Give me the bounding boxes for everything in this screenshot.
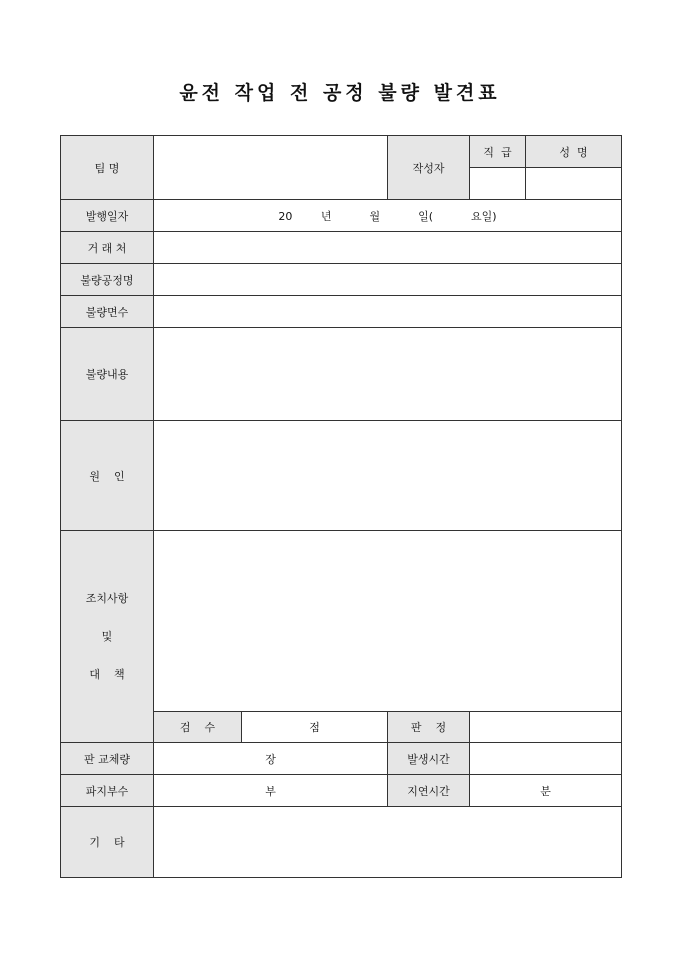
- defect-sheets-value[interactable]: [154, 296, 622, 328]
- etc-label: 기 타: [61, 807, 154, 878]
- defect-sheets-label: 불량면수: [61, 296, 154, 328]
- process-value[interactable]: [154, 264, 622, 296]
- score-label: 검 수: [154, 712, 242, 743]
- form-title: 윤전 작업 전 공정 불량 발견표: [179, 82, 501, 104]
- rank-value[interactable]: [470, 168, 526, 200]
- waste-label: 파지부수: [61, 775, 154, 807]
- defect-report-table: [60, 135, 622, 878]
- writer-label: 작성자: [388, 136, 470, 200]
- action-label-line-1: 조치사항: [85, 591, 129, 605]
- name-label: 성 명: [526, 136, 622, 168]
- name-value[interactable]: [526, 168, 622, 200]
- defect-detail-label: 불량내용: [61, 328, 154, 421]
- delay-time-label: 지연시간: [388, 775, 470, 807]
- team-value[interactable]: [154, 136, 388, 200]
- defect-detail-value[interactable]: [154, 328, 622, 421]
- delay-time-value[interactable]: 분: [470, 775, 622, 807]
- plate-change-label: 판 교체량: [61, 743, 154, 775]
- action-label-line-2: 및: [101, 629, 113, 643]
- score-value[interactable]: 점: [242, 712, 388, 743]
- client-value[interactable]: [154, 232, 622, 264]
- judge-value[interactable]: [470, 712, 622, 743]
- etc-value[interactable]: [154, 807, 622, 878]
- issue-date-label: 발행일자: [61, 200, 154, 232]
- waste-value[interactable]: 부: [154, 775, 388, 807]
- client-label: 거 래 처: [61, 232, 154, 264]
- action-value[interactable]: [154, 531, 622, 712]
- rank-label: 직 급: [470, 136, 526, 168]
- cause-value[interactable]: [154, 421, 622, 531]
- occur-time-label: 발생시간: [388, 743, 470, 775]
- team-label: 팀 명: [61, 136, 154, 200]
- process-label: 불량공정명: [61, 264, 154, 296]
- action-label: [61, 531, 154, 743]
- plate-change-value[interactable]: 장: [154, 743, 388, 775]
- cause-label: 원 인: [61, 421, 154, 531]
- issue-date-value[interactable]: 20 년 월 일( 요일): [154, 200, 622, 232]
- occur-time-value[interactable]: [470, 743, 622, 775]
- judge-label: 판 정: [388, 712, 470, 743]
- action-label-line-3: 대 책: [89, 667, 125, 681]
